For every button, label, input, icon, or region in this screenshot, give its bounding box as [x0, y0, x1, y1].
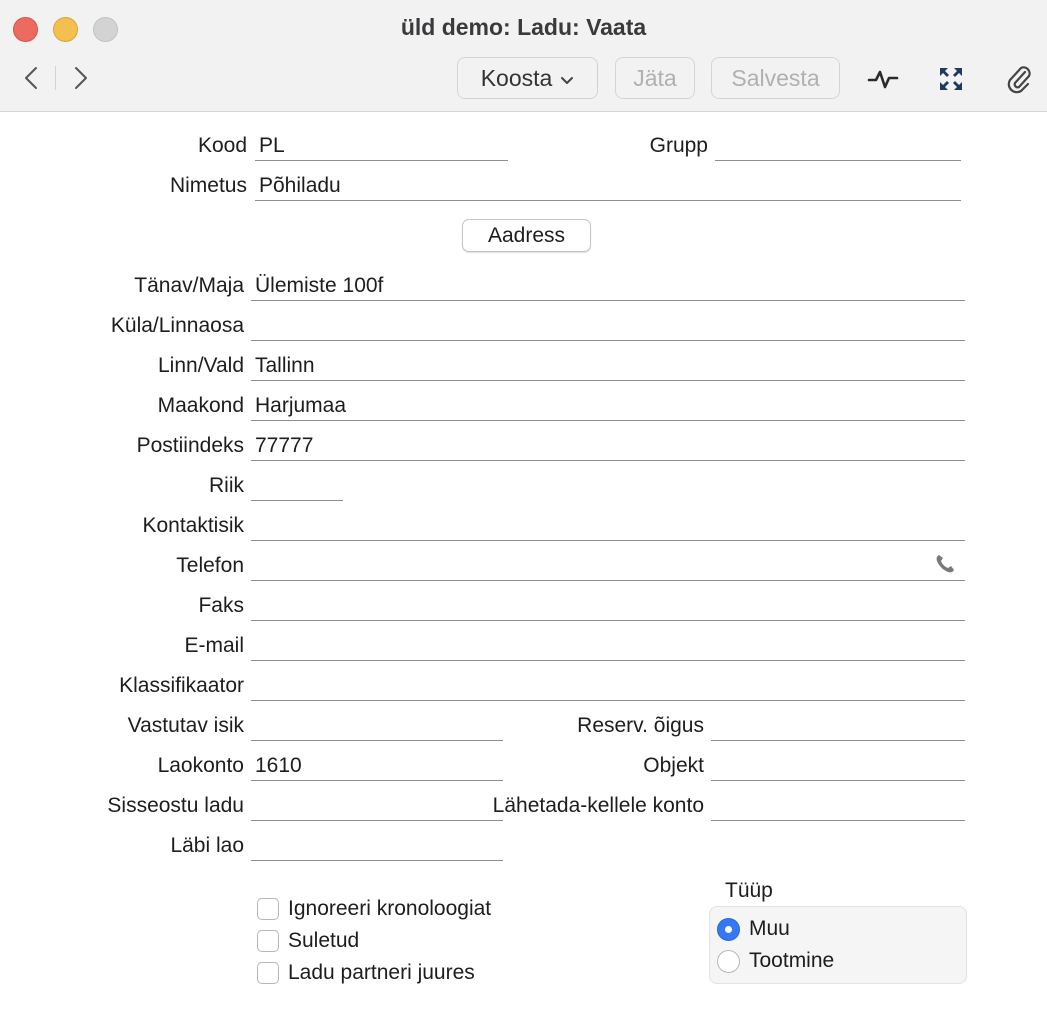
ladu-partneri-checkbox-label: Ladu partneri juures	[288, 961, 475, 984]
window-title: üld demo: Ladu: Vaata	[400, 14, 647, 40]
grupp-field[interactable]	[715, 133, 961, 161]
riik-label: Riik	[209, 474, 244, 497]
kood-field[interactable]: PL	[255, 133, 508, 161]
telefon-label: Telefon	[176, 554, 244, 577]
objekt-label: Objekt	[643, 754, 704, 777]
expand-icon[interactable]	[934, 62, 968, 96]
activity-icon[interactable]	[866, 62, 900, 96]
suletud-checkbox[interactable]	[257, 929, 359, 953]
koosta-label: Koosta	[480, 64, 553, 91]
lahetada-field[interactable]	[711, 793, 965, 821]
objekt-field[interactable]	[711, 753, 965, 781]
laokonto-label: Laokonto	[157, 754, 244, 777]
sisseostu-label: Sisseostu ladu	[107, 794, 244, 817]
maakond-label: Maakond	[157, 394, 244, 417]
kontaktisik-field[interactable]	[251, 513, 965, 541]
kood-label: Kood	[197, 134, 247, 157]
tyyp-label: Tüüp	[725, 879, 773, 902]
radio-tootmine[interactable]	[717, 949, 834, 973]
radio-muu[interactable]	[717, 917, 790, 941]
radio-tootmine-label: Tootmine	[749, 949, 835, 972]
kontaktisik-label: Kontaktisik	[142, 514, 244, 537]
checkbox-box[interactable]	[257, 930, 279, 952]
koosta-button[interactable]	[457, 57, 598, 99]
jata-button[interactable]: Jäta	[615, 57, 695, 99]
telefon-field[interactable]	[251, 553, 965, 581]
radio-muu-label: Muu	[749, 917, 790, 940]
chevron-down-icon	[560, 65, 574, 92]
tanav-label: Tänav/Maja	[134, 274, 244, 297]
riik-field[interactable]	[251, 473, 343, 501]
checkbox-box[interactable]	[257, 962, 279, 984]
ignoreeri-checkbox[interactable]	[257, 897, 491, 921]
faks-label: Faks	[198, 594, 244, 617]
reserv-field[interactable]	[711, 713, 965, 741]
labi-field[interactable]	[251, 833, 503, 861]
paperclip-icon[interactable]	[1002, 62, 1036, 96]
postiindeks-field[interactable]: 77777	[251, 433, 965, 461]
checkbox-box[interactable]	[257, 898, 279, 920]
phone-icon[interactable]	[934, 553, 956, 575]
radio-button[interactable]	[717, 950, 740, 973]
aadress-button[interactable]: Aadress	[462, 219, 591, 252]
laokonto-field[interactable]: 1610	[251, 753, 503, 781]
lahetada-label: Lähetada-kellele konto	[492, 794, 704, 817]
maakond-field[interactable]: Harjumaa	[251, 393, 965, 421]
email-label: E-mail	[184, 634, 244, 657]
nav-divider	[55, 66, 56, 90]
labi-label: Läbi lao	[170, 834, 244, 857]
faks-field[interactable]	[251, 593, 965, 621]
ladu-partneri-checkbox[interactable]	[257, 961, 475, 985]
linn-field[interactable]: Tallinn	[251, 353, 965, 381]
sisseostu-field[interactable]	[251, 793, 503, 821]
salvesta-button[interactable]: Salvesta	[711, 57, 840, 99]
radio-button-selected[interactable]	[717, 918, 740, 941]
klassifikaator-label: Klassifikaator	[119, 674, 244, 697]
vastutav-field[interactable]	[251, 713, 503, 741]
linn-label: Linn/Vald	[157, 354, 244, 377]
suletud-checkbox-label: Suletud	[288, 929, 360, 952]
chevron-right-icon[interactable]	[66, 62, 96, 94]
ignoreeri-checkbox-label: Ignoreeri kronoloogiat	[288, 897, 492, 920]
chevron-left-icon[interactable]	[16, 62, 46, 94]
postiindeks-label: Postiindeks	[136, 434, 244, 457]
tanav-field[interactable]: Ülemiste 100f	[251, 273, 965, 301]
email-field[interactable]	[251, 633, 965, 661]
window-titlebar	[0, 0, 1047, 112]
grupp-label: Grupp	[649, 134, 708, 157]
kula-label: Küla/Linnaosa	[110, 314, 244, 337]
nimetus-field[interactable]: Põhiladu	[255, 173, 961, 201]
nimetus-label: Nimetus	[169, 174, 247, 197]
klassifikaator-field[interactable]	[251, 673, 965, 701]
kula-field[interactable]	[251, 313, 965, 341]
vastutav-label: Vastutav isik	[127, 714, 244, 737]
reserv-label: Reserv. õigus	[577, 714, 704, 737]
